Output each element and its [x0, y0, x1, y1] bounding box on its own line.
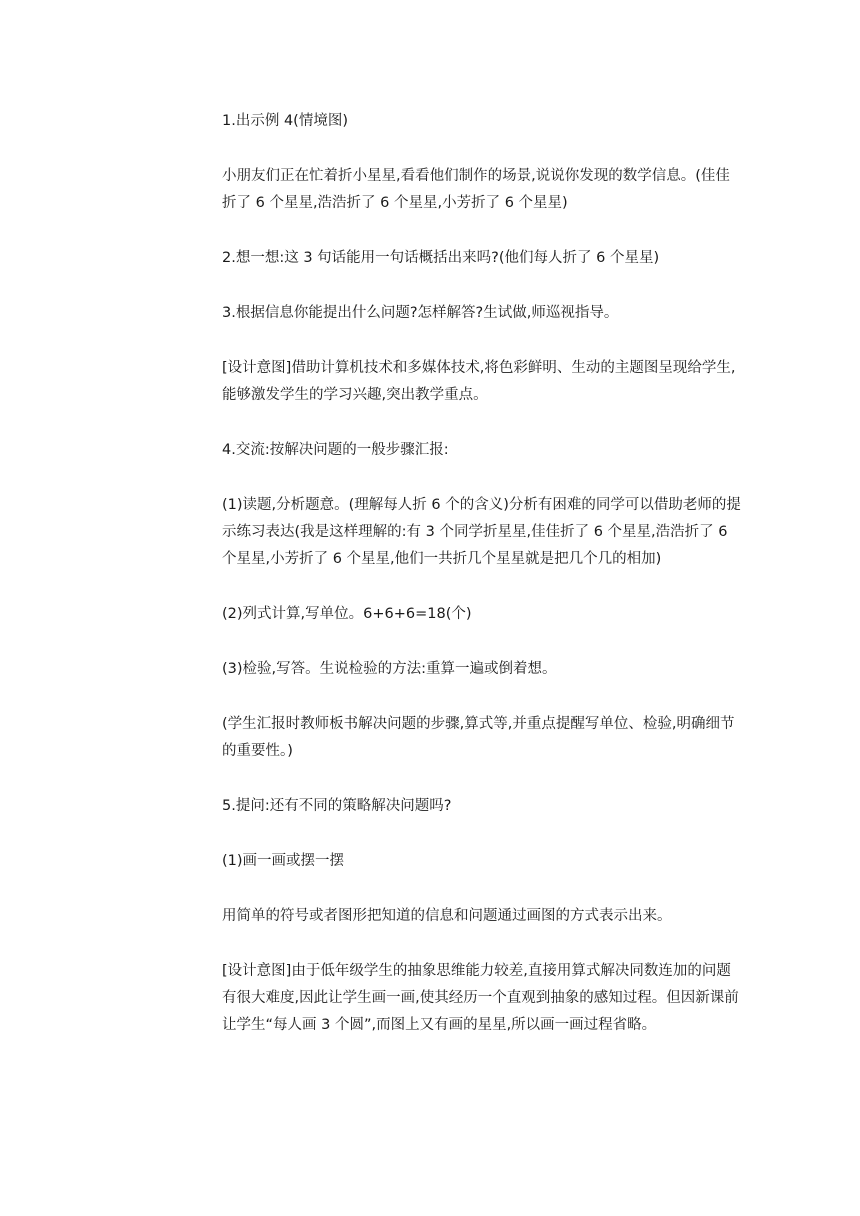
paragraph-exchange: 4.交流:按解决问题的一般步骤汇报:: [222, 442, 449, 458]
paragraph-example-4: 1.出示例 4(情境图): [222, 113, 348, 129]
paragraph-calculation: (2)列式计算,写单位。6+6+6=18(个): [222, 606, 472, 622]
paragraph-think: 2.想一想:这 3 句话能用一句话概括出来吗?(他们每人折了 6 个星星): [222, 250, 660, 266]
paragraph-design-intent-1: [设计意图]借助计算机技术和多媒体技术,将色彩鲜明、生动的主题图呈现给学生,能够激发学生的学习兴趣,突出教学重点。: [222, 360, 736, 403]
paragraph-other-strategies: 5.提问:还有不同的策略解决问题吗?: [222, 798, 452, 814]
paragraph-draw-or-place: (1)画一画或摆一摆: [222, 853, 345, 869]
paragraph-draw-description: 用简单的符号或者图形把知道的信息和问题通过画图的方式表示出来。: [222, 908, 672, 924]
paragraph-scene-description: 小朋友们正在忙着折小星星,看看他们制作的场景,说说你发现的数学信息。(佳佳折了 6 个星星,浩浩折了 6 个星星,小芳折了 6 个星星): [222, 168, 730, 211]
paragraph-teacher-note: (学生汇报时教师板书解决问题的步骤,算式等,并重点提醒写单位、检验,明确细节的重要性。): [222, 716, 735, 759]
paragraph-read-problem: (1)读题,分析题意。(理解每人折 6 个的含义)分析有困难的同学可以借助老师的提示练习表达(我是这样理解的:有 3 个同学折星星,佳佳折了 6 个星星,浩浩折了 6 个星星,小芳折了 6 个星星,他们一共折几个星星就是把几个几的相加): [222, 497, 741, 567]
paragraph-design-intent-2: [设计意图]由于低年级学生的抽象思维能力较差,直接用算式解决同数连加的问题有很大难度,因此让学生画一画,使其经历一个直观到抽象的感知过程。但因新课前让学生“每人画 3 个圆”,而图上又有画的星星,所以画一画过程省略。: [222, 963, 739, 1033]
document-body: [222, 108, 742, 1067]
paragraph-check-answer: (3)检验,写答。生说检验的方法:重算一遍或倒着想。: [222, 661, 557, 677]
paragraph-ask-question: 3.根据信息你能提出什么问题?怎样解答?生试做,师巡视指导。: [222, 305, 619, 321]
